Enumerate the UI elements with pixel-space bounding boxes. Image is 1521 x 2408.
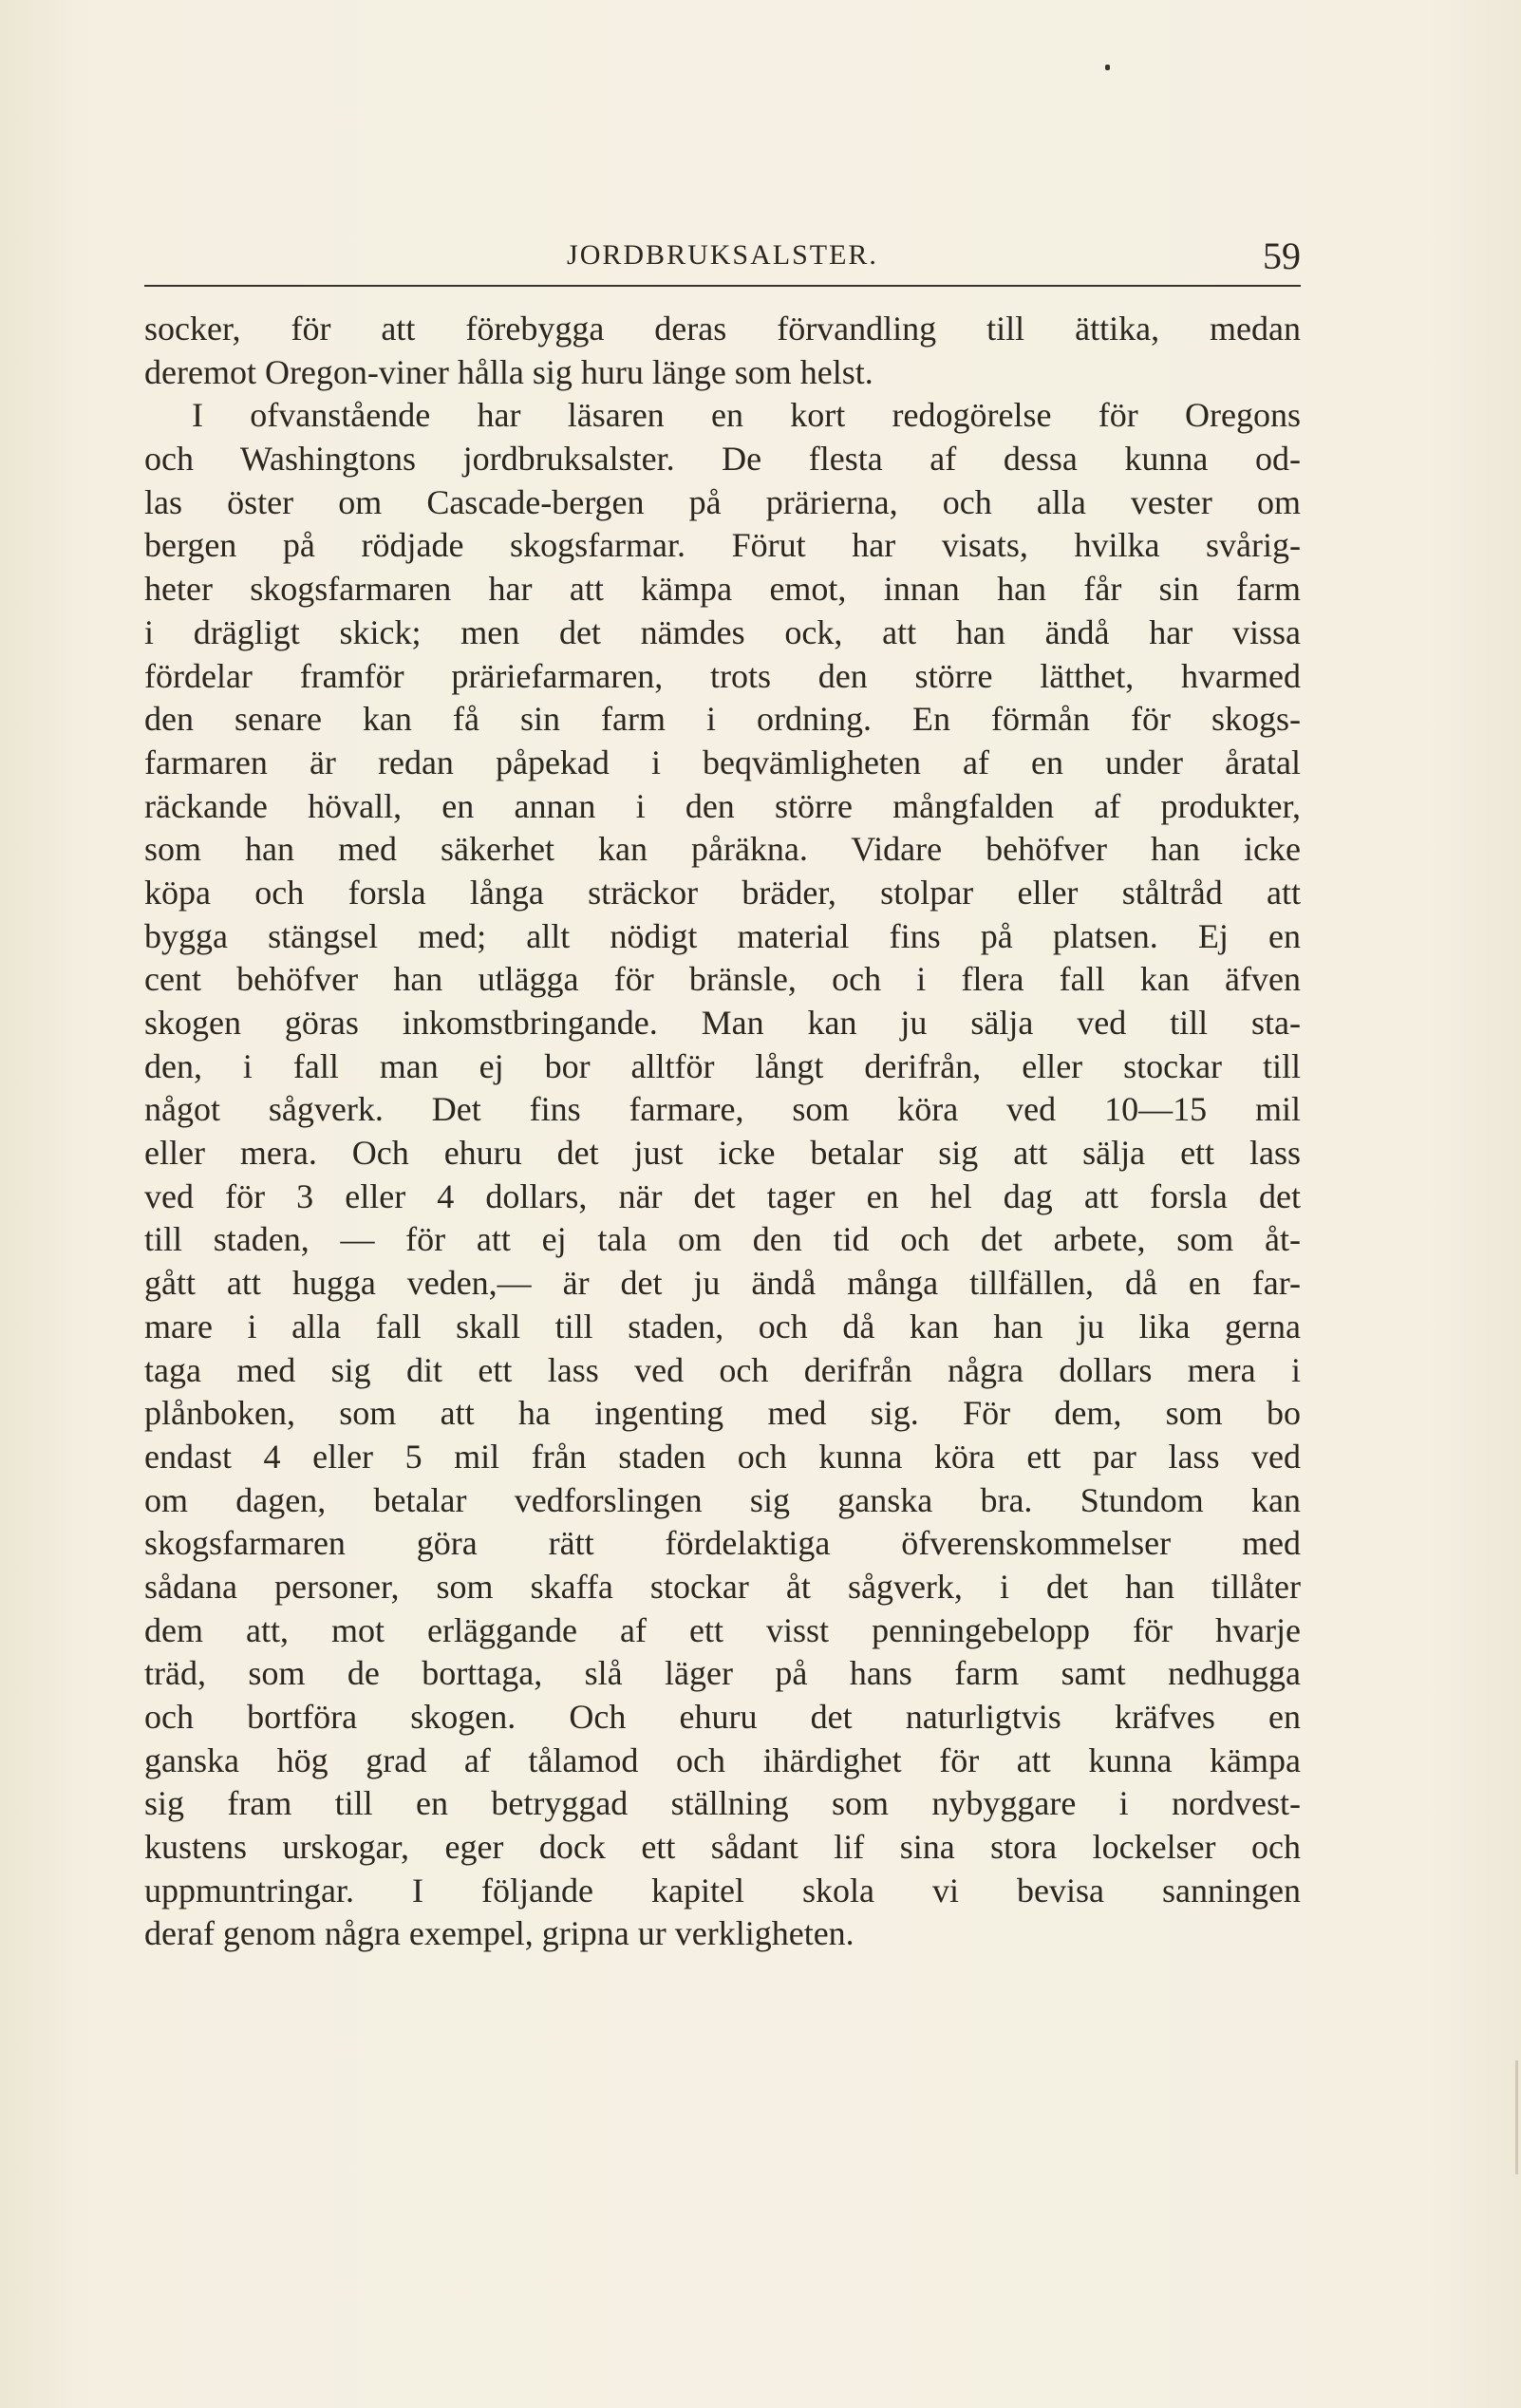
text-line: bygga stängsel med; allt nödigt material fins på platsen. Ej en: [144, 916, 1301, 955]
text-line: som han med säkerhet kan påräkna. Vidare behöfver han icke: [144, 830, 1301, 869]
text-line: köpa och forsla långa sträckor bräder, stolpar eller ståltråd att: [144, 873, 1301, 912]
text-line: dem att, mot erläggande af ett visst penningebelopp för hvarje: [144, 1610, 1301, 1649]
text-line: taga med sig dit ett lass ved och derifrån några dollars mera i: [144, 1350, 1301, 1389]
text-line: gått att hugga veden,— är det ju ändå många tillfällen, då en far-: [144, 1264, 1301, 1303]
body-text: [144, 308, 1301, 1956]
text-line: bergen på rödjade skogsfarmar. Förut har visats, hvilka svårig-: [144, 526, 1301, 565]
text-line: den senare kan få sin farm i ordning. En förmån för skogs-: [144, 700, 1301, 739]
page-edge-mark: [1515, 2060, 1518, 2174]
text-line: las öster om Cascade-bergen på prärierna, och alla vester om: [144, 482, 1301, 521]
text-line: socker, för att förebygga deras förvandling till ättika, medan: [144, 310, 1301, 348]
text-line: till staden, — för att ej tala om den tid och det arbete, som åt-: [144, 1220, 1301, 1259]
text-line: cent behöfver han utlägga för bränsle, och i flera fall kan äfven: [144, 960, 1301, 999]
text-line: den, i fall man ej bor alltför långt derifrån, eller stockar till: [144, 1046, 1301, 1085]
text-line: endast 4 eller 5 mil från staden och kunna köra ett par lass ved: [144, 1437, 1301, 1476]
text-line: och bortföra skogen. Och ehuru det naturligtvis kräfves en: [144, 1698, 1301, 1736]
text-line: räckande hövall, en annan i den större mångfalden af produkter,: [144, 786, 1301, 825]
text-line: kustens urskogar, eger dock ett sådant lif sina stora lockelser och: [144, 1828, 1301, 1867]
page-number: 59: [1263, 235, 1301, 277]
header-rule: [144, 285, 1301, 287]
text-line: skogsfarmaren göra rätt fördelaktiga öfverenskommelser med: [144, 1524, 1301, 1563]
text-line: fördelar framför präriefarmaren, trots den större lätthet, hvarmed: [144, 656, 1301, 695]
text-line: mare i alla fall skall till staden, och då kan han ju lika gerna: [144, 1307, 1301, 1345]
text-line: deraf genom några exempel, gripna ur verkligheten.: [144, 1914, 854, 1953]
text-line: skogen göras inkomstbringande. Man kan ju sälja ved till sta-: [144, 1004, 1301, 1042]
text-line: och Washingtons jordbruksalster. De flesta af dessa kunna od-: [144, 440, 1301, 479]
text-line: heter skogsfarmaren har att kämpa emot, innan han får sin farm: [144, 570, 1301, 609]
text-line: träd, som de borttaga, slå läger på hans farm samt nedhugga: [144, 1654, 1301, 1693]
text-line: i drägligt skick; men det nämdes ock, att han ändå har vissa: [144, 612, 1301, 651]
text-line: om dagen, betalar vedforslingen sig ganska bra. Stundom kan: [144, 1480, 1301, 1519]
text-line: plånboken, som att ha ingenting med sig. För dem, som bo: [144, 1394, 1301, 1433]
running-head: JORDBRUKSALSTER.: [567, 239, 878, 271]
text-line: sådana personer, som skaffa stockar åt sågverk, i det han tillåter: [144, 1567, 1301, 1606]
ink-speck: [1105, 65, 1110, 70]
text-line: eller mera. Och ehuru det just icke betalar sig att sälja ett lass: [144, 1134, 1301, 1173]
text-line: ganska hög grad af tålamod och ihärdighet för att kunna kämpa: [144, 1740, 1301, 1779]
text-line: farmaren är redan påpekad i beqvämligheten af en under åratal: [144, 743, 1301, 781]
text-line: sig fram till en betryggad ställning som nybyggare i nordvest-: [144, 1784, 1301, 1823]
text-line: I ofvanstående har läsaren en kort redogörelse för Oregons: [192, 396, 1301, 435]
page-header: [144, 232, 1301, 285]
text-line: uppmuntringar. I följande kapitel skola vi bevisa sanningen: [144, 1871, 1301, 1909]
text-line: något sågverk. Det fins farmare, som köra ved 10—15 mil: [144, 1090, 1301, 1129]
text-line: ved för 3 eller 4 dollars, när det tager en hel dag att forsla det: [144, 1176, 1301, 1215]
text-line: deremot Oregon-viner hålla sig huru länge som helst.: [144, 352, 873, 391]
